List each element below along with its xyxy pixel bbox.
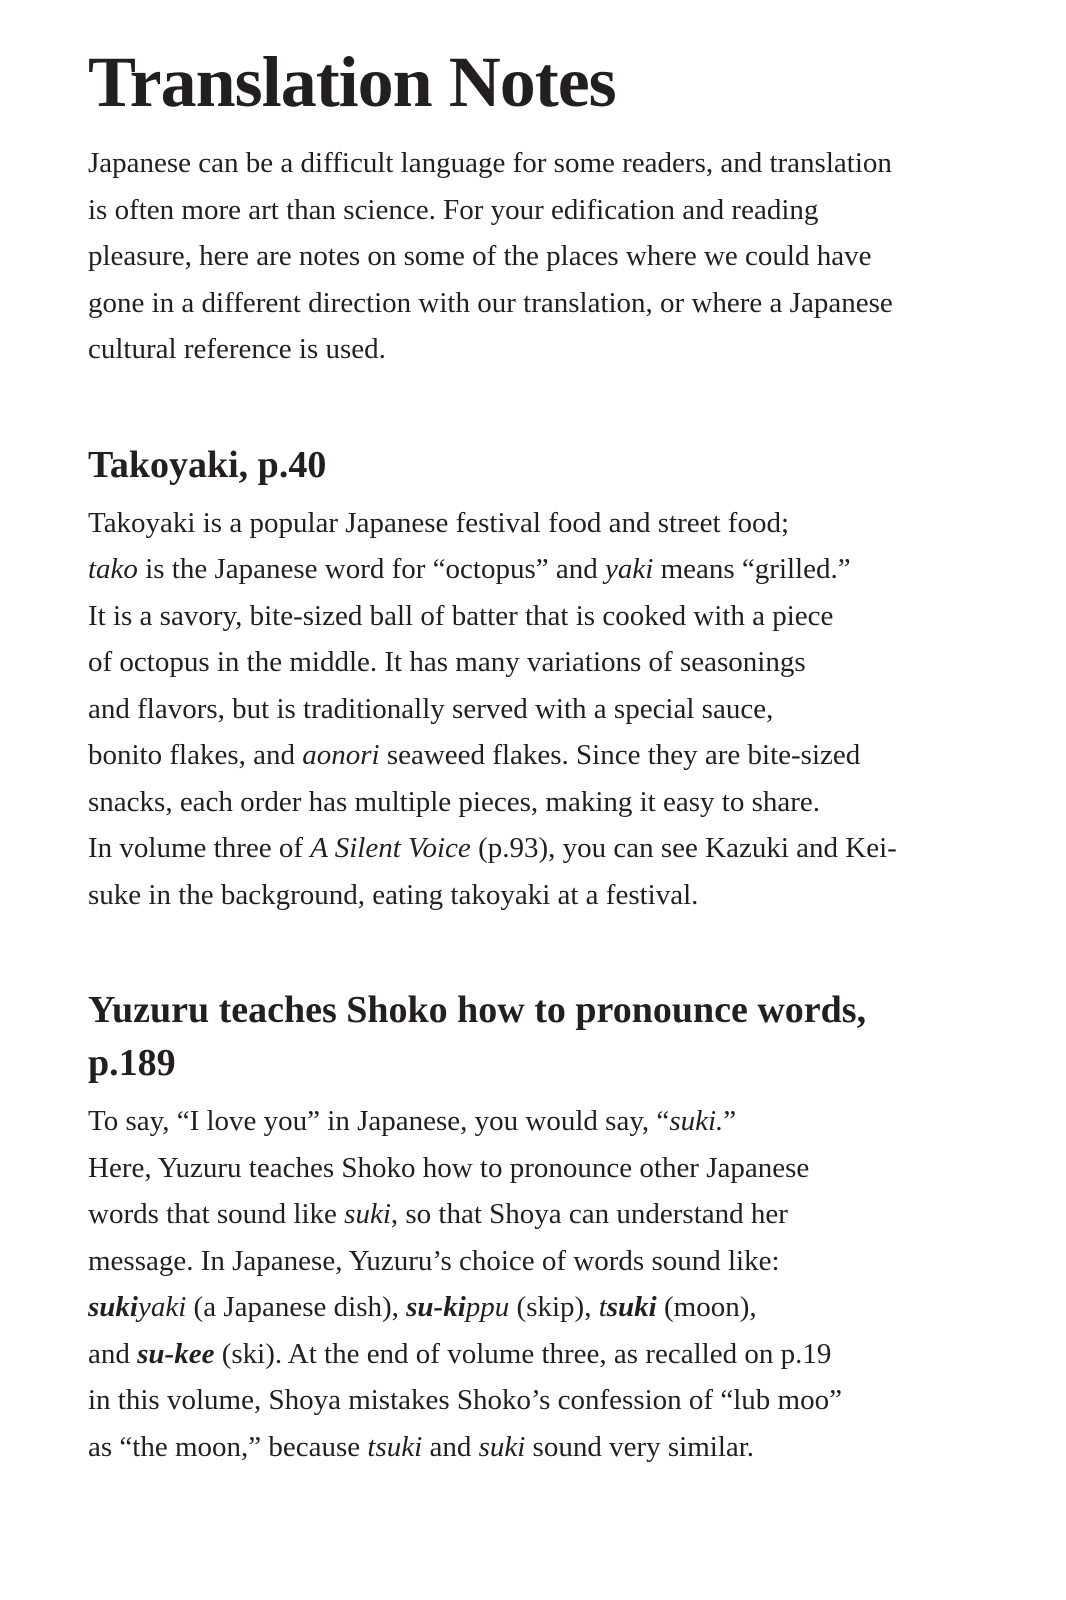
text-line: pleasure, here are notes on some of the places where we could have <box>88 240 872 272</box>
text-line: bonito flakes, and aonori seaweed flakes. Since they are bite-sized <box>88 739 861 771</box>
section-paragraph <box>88 500 1018 919</box>
section-yuzuru-pronounce <box>88 984 1018 1470</box>
section-paragraph <box>88 1098 1018 1470</box>
text-line: p.189 <box>88 1042 176 1084</box>
text-line: as “the moon,” because tsuki and suki sound very similar. <box>88 1430 755 1463</box>
page-content <box>88 42 1018 1470</box>
text-line: in this volume, Shoya mistakes Shoko’s confession of “lub moo” <box>88 1384 842 1416</box>
section-heading <box>88 439 1018 492</box>
text-line: Takoyaki, p.40 <box>88 443 327 486</box>
text-line: is often more art than science. For your edification and reading <box>88 193 819 226</box>
text-line: and flavors, but is traditionally served with a special sauce, <box>88 692 774 725</box>
text-line: cultural reference is used. <box>88 333 386 365</box>
intro-paragraph <box>88 140 1018 373</box>
section-takoyaki <box>88 439 1018 919</box>
text-line: and su-kee (ski). At the end of volume three, as recalled on p.19 <box>88 1337 832 1370</box>
text-line: gone in a different direction with our translation, or where a Japanese <box>88 286 893 319</box>
text-line: tako is the Japanese word for “octopus” and yaki means “grilled.” <box>88 553 851 585</box>
text-line: In volume three of A Silent Voice (p.93), you can see Kazuki and Kei- <box>88 832 897 864</box>
text-line: To say, “I love you” in Japanese, you would say, “suki.” <box>88 1105 737 1137</box>
text-line: It is a savory, bite-sized ball of batter that is cooked with a piece <box>88 599 834 632</box>
text-line: Takoyaki is a popular Japanese festival food and street food; <box>88 506 789 539</box>
section-heading <box>88 984 1018 1090</box>
text-line: Yuzuru teaches Shoko how to pronounce words, <box>88 989 867 1031</box>
text-line: suke in the background, eating takoyaki at a festival. <box>88 878 699 911</box>
text-line: message. In Japanese, Yuzuru’s choice of words sound like: <box>88 1244 780 1277</box>
text-line: words that sound like suki, so that Shoya can understand her <box>88 1198 788 1230</box>
text-line: snacks, each order has multiple pieces, making it easy to share. <box>88 785 821 818</box>
text-line: sukiyaki (a Japanese dish), su-kippu (skip), tsuki (moon), <box>88 1291 757 1323</box>
text-line: of octopus in the middle. It has many variations of seasonings <box>88 646 806 678</box>
text-line: Japanese can be a difficult language for some readers, and translation <box>88 147 892 179</box>
page-title: Translation Notes <box>88 42 616 122</box>
text-line: Here, Yuzuru teaches Shoko how to pronounce other Japanese <box>88 1151 810 1184</box>
